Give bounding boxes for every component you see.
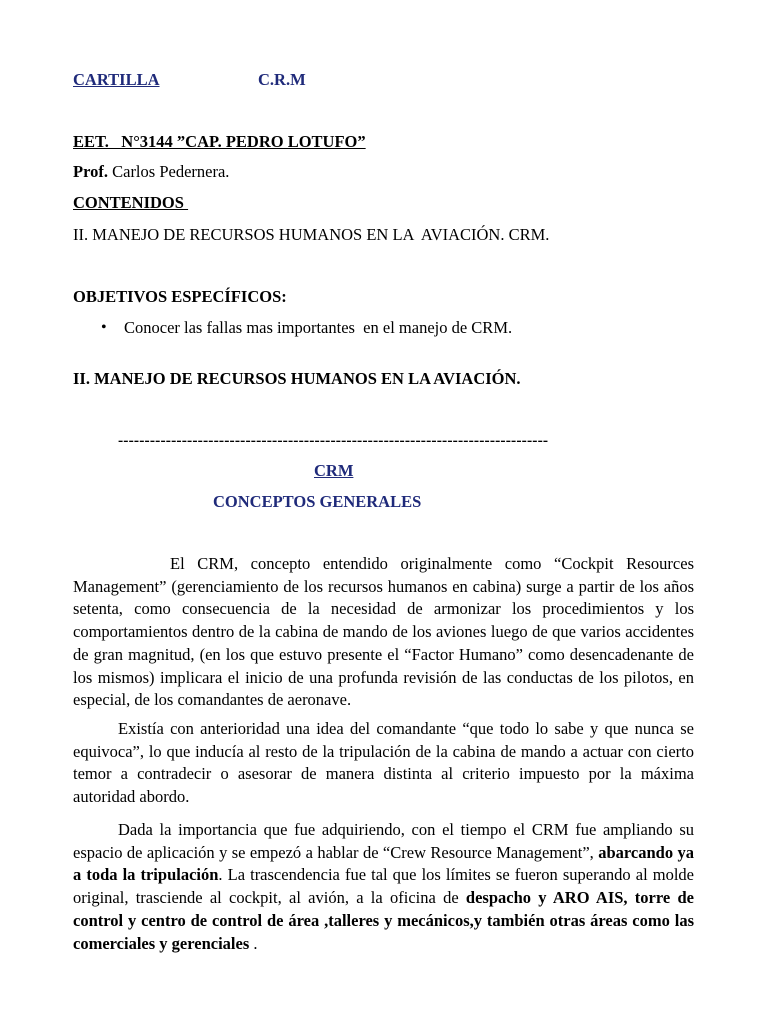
paragraph-1 [73, 553, 694, 712]
contenidos-title: CONTENIDOS [73, 193, 189, 212]
paragraph-3-text-a: Dada la importancia que fue adquiriendo, con el tiempo el CRM fue ampliando su espacio de aplicación y se empezó a hablar de “Crew Resource Management”, [73, 820, 694, 862]
prof-label: Prof. [73, 162, 108, 181]
objetivo-item: Conocer las fallas mas importantes en el manejo de CRM. [124, 318, 513, 337]
school-name: EET. N°3144 ”CAP. PEDRO LOTUFO” [73, 132, 366, 151]
prof-name: Carlos Pedernera. [107, 162, 230, 181]
objetivos-title: OBJETIVOS ESPECÍFICOS: [73, 287, 287, 306]
cartilla-title: CARTILLA [73, 70, 160, 89]
paragraph-2-text: Existía con anterioridad una idea del comandante “que todo lo sabe y que nunca se equivoca”, lo que inducía al resto de la tripulación de la cabina de mando a actuar con cierto temor a contradecir o asesorar de manera distinta al criterio impuesto por la máxima autoridad abordo. [73, 719, 694, 807]
paragraph-3-text-b: . La trascendencia fue tal que los límites se fueron superando al molde original, trasciende al cockpit, al avión, a la oficina de [73, 865, 694, 908]
paragraph-2 [73, 718, 694, 809]
paragraph-3-text-c: . [249, 933, 258, 953]
paragraph-3-bold-a: abarcando ya a toda la tripulación [73, 842, 694, 885]
section-heading: II. MANEJO DE RECURSOS HUMANOS EN LA AVIACIÓN. [73, 369, 521, 388]
conceptos-generales-heading: CONCEPTOS GENERALES [213, 492, 422, 511]
crm-code: C.R.M [258, 70, 306, 89]
paragraph-1-text: El CRM, concepto entendido originalmente como “Cockpit Resources Management” (gerenciamiento de los recursos humanos en cabina) surge a partir de los años setenta, como consecuencia de la necesidad de armonizar los procedimientos y los comportamientos dentro de la cabina de mando de los aviones luego de que varios accidentes de gran magnitud, (en los que estuvo presente el “Factor Humano” como desencadenante de los mismos) implicara el inicio de una profunda revisión de las conductas de los pilotos, en especial, de los comandantes de aeronave. [73, 554, 694, 710]
paragraph-3 [73, 819, 694, 955]
professor-line [73, 162, 229, 182]
contenidos-item: II. MANEJO DE RECURSOS HUMANOS EN LA AVIACIÓN. CRM. [73, 225, 550, 244]
divider-line: --------------------------------------------------------------------------------- [118, 432, 549, 449]
crm-heading: CRM [314, 461, 354, 480]
bullet-icon: • [101, 319, 107, 336]
paragraph-3-bold-b: despacho y ARO AIS, torre de control y centro de control de área ,talleres y mecánicos,y también otras áreas como las comerciales y gerenciales [73, 888, 694, 953]
